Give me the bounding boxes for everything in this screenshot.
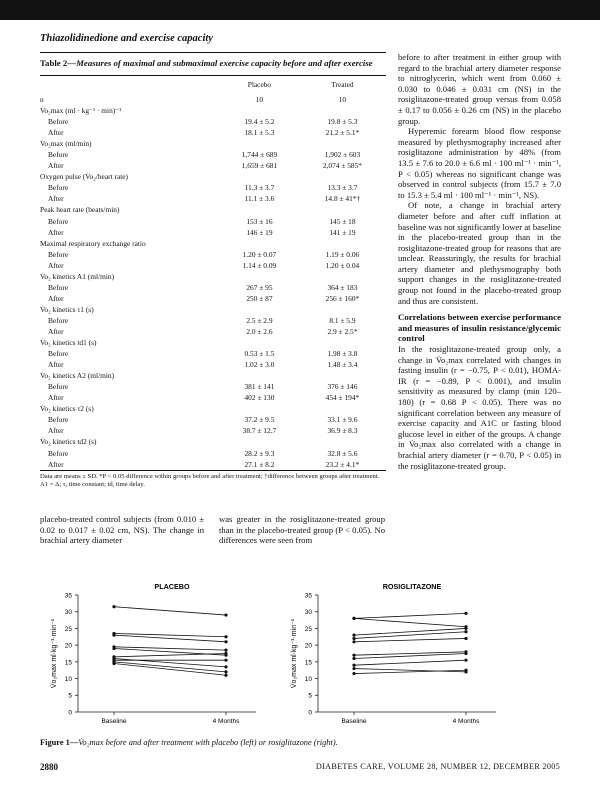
placebo-value: 381 ± 141: [244, 382, 275, 392]
data-table: [40, 76, 386, 471]
data-point: [112, 647, 115, 650]
table-row: [40, 315, 386, 326]
row-label: V̇o₂ kinetics A1 (ml/min): [40, 271, 115, 281]
data-point: [112, 634, 115, 637]
treated-value: [299, 436, 386, 447]
data-point: [464, 612, 467, 615]
treated-value: [299, 171, 386, 182]
figure-label: Figure 1—: [40, 738, 79, 747]
table-row: [40, 94, 386, 105]
table-row: [40, 216, 386, 227]
data-point: [352, 637, 355, 640]
row-label: V̇o₂ kinetics τ2 (s): [40, 404, 94, 414]
row-label: Peak heart rate (beats/min): [40, 205, 120, 215]
treated-value: 33.1 ± 9.6: [327, 415, 358, 425]
treated-value: [299, 204, 386, 215]
data-point: [224, 665, 227, 668]
row-label: After: [48, 426, 64, 436]
row-label: After: [48, 360, 64, 370]
placebo-value: 1,659 ± 681: [241, 161, 278, 171]
treated-value: 1.20 ± 0.04: [325, 260, 360, 270]
y-tick-label: 30: [304, 609, 312, 617]
placebo-value: 1.14 ± 0.09: [242, 260, 277, 270]
treated-value: 10: [338, 95, 347, 104]
treated-value: 8.1 ± 5.9: [329, 315, 356, 325]
row-label: Before: [48, 117, 69, 127]
x-tick-label: 4 Months: [452, 718, 480, 725]
row-label: Oxygen pulse (V̇o₂/heart rate): [40, 172, 129, 182]
data-point: [224, 670, 227, 673]
row-label: Before: [48, 448, 69, 458]
series-line: [354, 632, 466, 639]
table-row: [40, 459, 386, 471]
y-tick-label: 20: [64, 642, 72, 650]
treated-value: 19.8 ± 5.3: [327, 117, 358, 127]
table-row: [40, 348, 386, 359]
row-label: V̇o₂max (ml/min): [40, 139, 92, 149]
treated-value: 364 ± 183: [327, 282, 358, 292]
section-heading: Correlations between exercise performance and measures of insulin resistance/glycemic control: [398, 312, 561, 344]
table-title-text: Measures of maximal and submaximal exercise capacity before and after exercise: [76, 58, 373, 68]
row-label: Before: [48, 216, 69, 226]
table-row: [40, 249, 386, 260]
treated-value: [299, 370, 386, 381]
placebo-value: 10: [255, 95, 264, 104]
table-row: [40, 138, 386, 149]
body-column-c: [398, 52, 561, 471]
series-line: [114, 662, 226, 672]
col-header-placebo: Placebo: [247, 80, 272, 89]
data-point: [352, 664, 355, 667]
placebo-value: 267 ± 95: [246, 282, 273, 292]
placebo-value: 153 ± 16: [246, 216, 273, 226]
data-point: [352, 617, 355, 620]
placebo-value: [220, 370, 299, 381]
treated-value: [299, 138, 386, 149]
y-tick-label: 15: [64, 659, 72, 667]
table-header-row: [40, 76, 386, 94]
series-line: [354, 669, 466, 672]
data-point: [464, 630, 467, 633]
series-line: [354, 670, 466, 673]
data-point: [464, 627, 467, 630]
row-label: Maximal respiratory exchange ratio: [40, 238, 146, 248]
data-point: [352, 654, 355, 657]
row-label: V̇o₂ kinetics A2 (ml/min): [40, 371, 115, 381]
row-label: After: [48, 161, 64, 171]
series-line: [114, 654, 226, 657]
treated-value: 1.48 ± 3.4: [327, 360, 358, 370]
y-tick-label: 35: [304, 592, 312, 600]
y-tick-label: 35: [64, 592, 72, 600]
paragraph-3: Of note, a change in brachial artery diameter before and after cuff inflation at baseline was not significantly lower at baseline in the placebo-treated group than in the rosiglitazone-treated group for reasons that are unclear. Reassuringly, the results for brachial artery diameter and plethysmography both support changes in the rosiglitazone-treated group not found in the placebo-treated group and thus are consistent.: [398, 200, 561, 306]
treated-value: 2.9 ± 2.5*: [327, 326, 358, 336]
table-row: [40, 414, 386, 425]
table-row: [40, 149, 386, 160]
treated-value: 376 ± 146: [327, 382, 358, 392]
placebo-value: 2.5 ± 2.9: [246, 315, 273, 325]
y-tick-label: 0: [308, 709, 312, 717]
row-label: Before: [48, 382, 69, 392]
paragraph-4: In the rosiglitazone-treated group only, a change in V̇o₂max correlated with changes in fasting insulin (r = −0.75, P < 0.01), HOMA-IR (r = −0.89, P < 0.001), and insulin sensitivity as measured by clamp (min 120–180) (r = 0.68 P < 0.05). There was no significant correlation between any measure of exercise capacity and A1C or fasting blood glucose level in either of the groups. A change in V̇o₂max also correlated with a change in brachial artery diameter (r = 0.70, P < 0.05) in the rosiglitazone-treated group.: [398, 344, 561, 471]
treated-value: 23.2 ± 4.1*: [299, 459, 386, 471]
row-label: V̇o₂ kinetics td2 (s): [40, 437, 97, 447]
table-row: [40, 182, 386, 193]
row-label: After: [48, 128, 64, 138]
treated-value: 36.9 ± 8.3: [327, 426, 358, 436]
y-axis-label: V̇o₂max ml·kg⁻¹·min⁻¹: [51, 618, 58, 689]
placebo-value: [220, 403, 299, 414]
series-line: [354, 613, 466, 618]
placebo-value: [220, 105, 299, 116]
table-row: [40, 381, 386, 392]
row-label: Before: [48, 349, 69, 359]
row-label: After: [48, 326, 64, 336]
treated-value: 145 ± 18: [329, 216, 356, 226]
table-row: [40, 193, 386, 204]
placebo-value: 18.1 ± 5.3: [244, 128, 275, 138]
table-row: [40, 337, 386, 348]
table-row: [40, 238, 386, 249]
table-footnote: Data are means ± SD. *P < 0.05 difference within groups before and after treatment; †difference between groups after treatment. A1 = Δ; τ, time constant; td, time delay.: [40, 472, 380, 489]
placebo-value: [220, 304, 299, 315]
data-point: [224, 652, 227, 655]
data-point: [224, 649, 227, 652]
data-point: [112, 662, 115, 665]
data-point: [352, 657, 355, 660]
figure-1: [40, 578, 560, 733]
placebo-value: 1.20 ± 0.07: [242, 249, 277, 259]
data-point: [352, 634, 355, 637]
row-label: V̇o₂ kinetics td1 (s): [40, 338, 97, 348]
treated-value: [299, 271, 386, 282]
treated-value: [299, 105, 386, 116]
placebo-value: 2.0 ± 2.6: [246, 326, 273, 336]
row-label: V̇o₂max (ml · kg⁻¹ · min)⁻¹: [40, 106, 122, 116]
row-label: n: [40, 95, 44, 104]
table-row: [40, 326, 386, 337]
row-label: V̇o₂ kinetics τ1 (s): [40, 304, 94, 314]
y-tick-label: 5: [68, 692, 72, 700]
placebo-value: [220, 337, 299, 348]
top-bar: [0, 0, 600, 20]
y-tick-label: 10: [64, 675, 72, 683]
treated-value: 1.19 ± 0.06: [325, 249, 360, 259]
body-column-b: was greater in the rosiglitazone-treated group than in the placebo-treated group (P < 0.05). No differences were seen from: [219, 514, 385, 546]
y-tick-label: 5: [308, 692, 312, 700]
series-line: [354, 654, 466, 659]
y-tick-label: 0: [68, 709, 72, 717]
row-label: After: [48, 227, 64, 237]
treated-value: 21.2 ± 5.1*: [325, 128, 360, 138]
table-row: [40, 392, 386, 403]
table-row: [40, 116, 386, 127]
series-line: [354, 618, 466, 626]
table-row: [40, 403, 386, 414]
col-header-treated: Treated: [331, 80, 354, 89]
figure-caption: [40, 738, 338, 747]
row-label: Before: [48, 183, 69, 193]
data-point: [352, 672, 355, 675]
placebo-value: 1,744 ± 689: [241, 150, 278, 160]
table-row: [40, 171, 386, 182]
y-tick-label: 15: [304, 659, 312, 667]
table-row: [40, 304, 386, 315]
y-tick-label: 10: [304, 675, 312, 683]
treated-value: [299, 304, 386, 315]
y-tick-label: 30: [64, 609, 72, 617]
y-axis-label: V̇o₂max ml·kg⁻¹·min⁻¹: [291, 618, 298, 689]
table-row: [40, 448, 386, 459]
placebo-value: 19.4 ± 5.2: [244, 117, 275, 127]
data-point: [464, 659, 467, 662]
table-row: [40, 282, 386, 293]
treated-value: 32.8 ± 5.6: [327, 448, 358, 458]
table-row: [40, 260, 386, 271]
table-row: [40, 271, 386, 282]
treated-value: 2,074 ± 585*: [322, 161, 363, 171]
treated-value: [299, 238, 386, 249]
chart-title: ROSIGLITAZONE: [382, 582, 442, 591]
series-line: [354, 660, 466, 665]
placebo-value: [220, 436, 299, 447]
placebo-value: [220, 238, 299, 249]
data-point: [352, 640, 355, 643]
treated-value: 256 ± 160*: [325, 293, 360, 303]
row-label: Before: [48, 150, 69, 160]
data-point: [352, 667, 355, 670]
row-label: After: [48, 293, 64, 303]
placebo-value: 11.3 ± 3.7: [244, 183, 275, 193]
data-point: [464, 669, 467, 672]
placebo-value: 11.1 ± 3.6: [244, 194, 275, 204]
row-label: Before: [48, 315, 69, 325]
table-row: [40, 359, 386, 370]
placebo-value: 28.2 ± 9.3: [244, 448, 275, 458]
treated-value: [299, 403, 386, 414]
running-head: Thiazolidinedione and exercise capacity: [40, 33, 213, 44]
placebo-value: 402 ± 130: [244, 393, 275, 403]
table-2: [40, 52, 386, 490]
x-tick-label: Baseline: [101, 718, 127, 725]
figure-caption-text: V̇o₂max before and after treatment with placebo (left) or rosiglitazone (right).: [78, 738, 338, 747]
placebo-value: 146 ± 19: [246, 227, 273, 237]
treated-value: 1.98 ± 3.8: [327, 349, 358, 359]
paragraph-1: before to after treatment in either group with regard to the brachial artery diameter response to nitroglycerin, which went from 0.060 ± 0.030 to 0.046 ± 0.031 cm (NS) in the rosiglitazone-treated group versus from 0.058 ± 0.17 to 0.056 ± 0.26 cm (NS) in the placebo group.: [398, 52, 561, 126]
data-point: [224, 674, 227, 677]
journal-footer: DIABETES CARE, VOLUME 28, NUMBER 12, DECEMBER 2005: [315, 762, 560, 771]
series-line: [354, 638, 466, 641]
series-line: [354, 628, 466, 635]
row-label: Before: [48, 282, 69, 292]
placebo-value: 37.2 ± 9.5: [244, 415, 275, 425]
table-title: [40, 52, 386, 76]
placebo-value: 27.1 ± 8.2: [220, 459, 299, 471]
series-line: [354, 652, 466, 655]
x-tick-label: Baseline: [341, 718, 367, 725]
table-label: Table 2—: [40, 58, 77, 68]
placebo-value: 250 ± 87: [246, 293, 273, 303]
body-column-a: placebo-treated control subjects (from 0.010 ± 0.02 to 0.017 ± 0.02 cm, NS). The change in brachial artery diameter: [40, 514, 204, 546]
placebo-value: [220, 271, 299, 282]
chart-title: PLACEBO: [154, 582, 190, 591]
data-point: [112, 605, 115, 608]
treated-value: 14.8 ± 41*†: [324, 194, 361, 204]
y-tick-label: 25: [304, 625, 312, 633]
table-row: [40, 160, 386, 171]
row-label: After: [48, 194, 64, 204]
table-row: [40, 227, 386, 238]
data-point: [464, 637, 467, 640]
placebo-value: [220, 204, 299, 215]
page-number: 2880: [40, 762, 58, 772]
treated-value: 141 ± 19: [329, 227, 356, 237]
y-tick-label: 25: [64, 625, 72, 633]
series-line: [114, 607, 226, 615]
table-row: [40, 127, 386, 138]
row-label: After: [48, 260, 64, 270]
table-row: [40, 204, 386, 215]
x-tick-label: 4 Months: [212, 718, 240, 725]
table-row: [40, 436, 386, 447]
table-row: [40, 370, 386, 381]
treated-value: 13.3 ± 3.7: [327, 183, 358, 193]
treated-value: [299, 337, 386, 348]
y-tick-label: 20: [304, 642, 312, 650]
table-row: [40, 425, 386, 436]
treated-value: 454 ± 194*: [325, 393, 360, 403]
data-point: [224, 640, 227, 643]
table-row: [40, 105, 386, 116]
paragraph-2: Hyperemic forearm blood flow response measured by plethysmography increased after rosiglitazone administration by 48% (from 13.5 ± 7.6 to 20.0 ± 6.6 ml · 100 ml⁻¹ · min⁻¹, P < 0.05) whereas no significant change was observed in control subjects (from 15.7 ± 7.0 to 15.3 ± 5.4 ml · 100 ml⁻¹ · min⁻¹, NS).: [398, 126, 561, 200]
row-label: After: [48, 393, 64, 403]
placebo-value: [220, 171, 299, 182]
row-label: After: [40, 459, 220, 471]
placebo-value: 1.02 ± 3.0: [244, 360, 275, 370]
placebo-value: [220, 138, 299, 149]
row-label: Before: [48, 249, 69, 259]
row-label: Before: [48, 415, 69, 425]
data-point: [224, 659, 227, 662]
placebo-value: 0.53 ± 1.5: [244, 349, 275, 359]
table-row: [40, 293, 386, 304]
treated-value: 1,902 ± 603: [324, 150, 361, 160]
placebo-value: 38.7 ± 12.7: [242, 426, 277, 436]
data-point: [224, 635, 227, 638]
data-point: [224, 613, 227, 616]
data-point: [464, 652, 467, 655]
